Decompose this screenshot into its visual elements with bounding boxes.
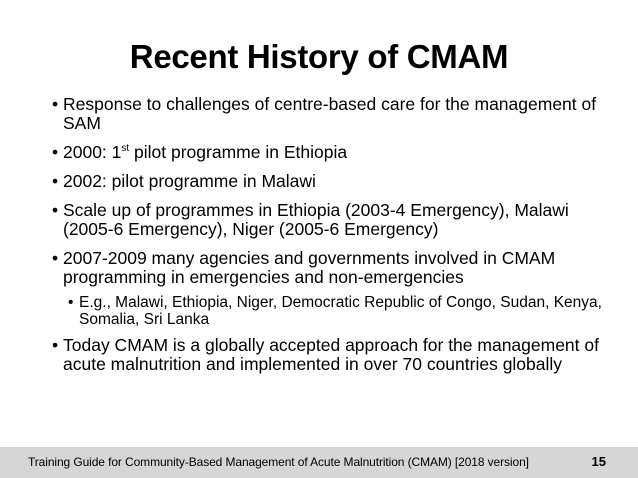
bullet-superscript: st xyxy=(121,143,130,154)
footer-bar xyxy=(0,447,638,478)
bullet-text: Today CMAM is a globally accepted approach for the management of acute malnutrition and implemented in over 70 countries globally xyxy=(63,335,599,374)
bullet-icon: • xyxy=(52,200,59,220)
bullet-item xyxy=(52,336,612,374)
bullet-text: 2002: pilot programme in Malawi xyxy=(63,171,316,191)
bullet-item xyxy=(52,172,612,191)
sub-bullet-item xyxy=(68,294,612,328)
bullet-icon: • xyxy=(52,94,59,114)
bullet-icon: • xyxy=(52,171,59,191)
bullet-item xyxy=(52,95,612,133)
bullet-item xyxy=(52,201,612,239)
bullet-text: Response to challenges of centre-based care for the management of SAM xyxy=(63,94,597,133)
bullet-text: 2007-2009 many agencies and governments involved in CMAM programming in emergencies and non-emergencies xyxy=(63,248,556,287)
bullet-list xyxy=(52,95,612,384)
slide-title: Recent History of CMAM xyxy=(129,38,509,75)
bullet-icon: • xyxy=(52,335,59,355)
bullet-text: E.g., Malawi, Ethiopia, Niger, Democratic Republic of Congo, Sudan, Kenya, Somalia, Sri Lanka xyxy=(79,294,602,328)
bullet-text-post: pilot programme in Ethiopia xyxy=(129,142,348,162)
bullet-item xyxy=(52,249,612,287)
page-number: 15 xyxy=(591,454,606,469)
bullet-icon: • xyxy=(52,142,59,162)
bullet-icon: • xyxy=(68,294,74,311)
bullet-icon: • xyxy=(52,248,59,268)
bullet-text: Scale up of programmes in Ethiopia (2003-4 Emergency), Malawi (2005-6 Emergency), Niger (2005-6 Emergency) xyxy=(63,200,569,239)
bullet-text-pre: 2000: 1 xyxy=(63,142,122,162)
bullet-item xyxy=(52,143,612,162)
footer-text: Training Guide for Community-Based Management of Acute Malnutrition (CMAM) [2018 version] xyxy=(28,455,529,469)
